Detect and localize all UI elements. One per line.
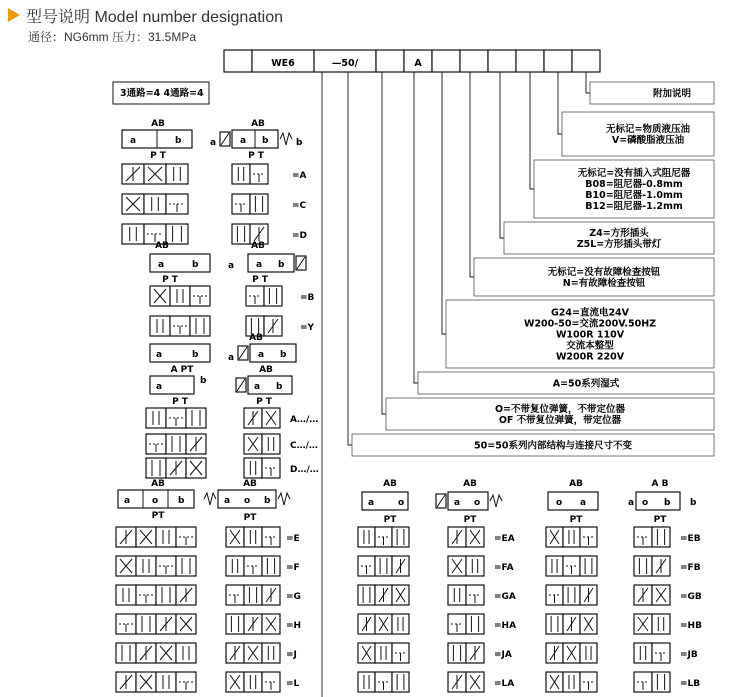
spool-cell [652, 672, 670, 692]
spool-symbol [358, 585, 409, 605]
port-label: A B [651, 479, 669, 489]
spool-code-label: =JA [494, 650, 512, 660]
spool-cell [563, 585, 580, 605]
spool-symbol [244, 434, 280, 454]
spool-symbol [146, 458, 206, 478]
spool-cell [176, 556, 196, 576]
desc-text: G24=直流电24V [550, 307, 630, 319]
port-label: AB [259, 365, 273, 375]
desc-text: Z4=方形插头 [589, 228, 649, 239]
spool-cell [166, 434, 186, 454]
spool-code-label: A…/… [290, 415, 319, 425]
port-b-label: b [200, 376, 207, 386]
code-cell [460, 50, 488, 72]
desc-text: O=不带复位弹簧，不带定位器 [494, 404, 626, 415]
spool-symbol [244, 408, 280, 428]
port-b-label: b [664, 498, 671, 508]
spool-code-label: D…/… [290, 465, 319, 475]
spool-cell [392, 527, 409, 547]
spool-symbol [634, 643, 670, 663]
spool-cell [634, 643, 652, 663]
spool-code-label: =L [286, 679, 300, 689]
spool-cell [466, 614, 484, 634]
port-b-label: b [192, 260, 199, 270]
spool-symbol [116, 614, 196, 634]
spool-symbol [634, 672, 670, 692]
port-label: P T [172, 397, 188, 407]
spool-cell [264, 286, 282, 306]
leader-line [442, 72, 446, 334]
code-cell [544, 50, 572, 72]
port-label: PT [463, 515, 477, 525]
spool-code-label: =HB [680, 621, 702, 631]
code-cell [376, 50, 404, 72]
spool-symbol [244, 458, 280, 478]
spool-cell [262, 434, 280, 454]
spool-cell [156, 672, 176, 692]
spool-cell [144, 194, 166, 214]
spool-cell [375, 643, 392, 663]
port-b-label: b [276, 382, 283, 392]
spool-code-label: =EB [680, 534, 701, 544]
ways-label: 3通路=4 4通路=4 [120, 88, 204, 99]
desc-text: 无标记=物质液压油 [606, 124, 690, 135]
leader-line [348, 72, 352, 445]
port-label: AB [383, 479, 397, 489]
port-a-label: a [210, 138, 217, 148]
desc-text: N=有故障检查按钮 [562, 278, 646, 289]
desc-text: B10=阻尼器-1.0mm [585, 190, 683, 201]
spool-symbol [146, 434, 206, 454]
spool-code-label: =A [292, 171, 307, 181]
spool-cell [392, 672, 409, 692]
port-label: P T [150, 151, 166, 161]
code-cell [516, 50, 544, 72]
port-b-label: b [264, 496, 271, 506]
code-cell [488, 50, 516, 72]
spool-symbol [634, 556, 670, 576]
spool-code-label: =EA [494, 534, 515, 544]
port-label: P T [252, 275, 268, 285]
desc-text: 附加说明 [652, 88, 692, 100]
spool-cell [244, 672, 262, 692]
spool-symbol [634, 527, 670, 547]
code-label: —50/ [331, 58, 359, 69]
spool-cell [652, 527, 670, 547]
spool-cell [546, 556, 563, 576]
spool-symbol [634, 614, 670, 634]
port-label: AB [151, 119, 165, 129]
spool-cell [244, 458, 262, 478]
spool-symbol [546, 672, 597, 692]
port-o-label: o [474, 498, 481, 508]
port-label: PT [383, 515, 397, 525]
port-b-label: b [296, 138, 303, 148]
spool-code-label: =D [292, 231, 308, 241]
spool-cell [156, 527, 176, 547]
spool-symbol [116, 527, 196, 547]
spool-code-label: =G [286, 592, 301, 602]
spool-cell [392, 614, 409, 634]
spool-cell [136, 556, 156, 576]
valve-header-box [248, 254, 294, 272]
spool-symbol [232, 164, 268, 184]
valve-header-box [250, 344, 296, 362]
spool-code-label: =Y [300, 323, 315, 333]
spool-cell [166, 224, 188, 244]
spool-symbol [226, 585, 280, 605]
right-symbol-column [358, 479, 702, 692]
port-b-label: b [278, 260, 285, 270]
spool-code-label: =HA [494, 621, 517, 631]
desc-text: 50=50系列内部结构与连接尺寸不变 [474, 440, 632, 452]
spool-cell [250, 194, 268, 214]
port-a-label: a [258, 350, 265, 360]
spool-code-label: =FA [494, 563, 514, 573]
spring-icon [204, 493, 216, 505]
desc-text: Z5L=方形插头带灯 [576, 239, 662, 250]
spool-code-label: =FB [680, 563, 701, 573]
spool-cell [358, 527, 375, 547]
spool-symbol [448, 614, 484, 634]
port-a-label: a [240, 136, 247, 146]
spool-symbol [358, 556, 409, 576]
spool-symbol [546, 556, 597, 576]
spool-cell [563, 672, 580, 692]
desc-text: B08=阻尼器-0.8mm [585, 179, 683, 190]
spool-symbol [232, 194, 268, 214]
port-label: PT [569, 515, 583, 525]
port-o-label: o [398, 498, 405, 508]
spool-symbol [122, 194, 188, 214]
port-o-label: o [152, 496, 159, 506]
desc-text: W200-50=交流200V.50HZ [523, 318, 657, 330]
spring-icon [278, 493, 290, 505]
port-a-label: a [256, 260, 263, 270]
spool-symbol [358, 527, 409, 547]
port-a-label: a [156, 350, 163, 360]
desc-text: B12=阻尼器-1.2mm [585, 201, 683, 212]
spool-symbol [150, 316, 210, 336]
spool-code-label: =GB [680, 592, 702, 602]
spool-cell [232, 164, 250, 184]
spool-cell [116, 585, 136, 605]
spool-cell [176, 643, 196, 663]
port-label: AB [243, 479, 257, 489]
spool-code-label: =GA [494, 592, 516, 602]
port-a-label: a [228, 261, 235, 271]
spool-symbol [546, 614, 597, 634]
spool-cell [358, 672, 375, 692]
spool-cell [262, 643, 280, 663]
port-b-label: b [280, 350, 287, 360]
spool-symbol [226, 556, 280, 576]
spool-code-label: =B [300, 293, 315, 303]
port-a-label: a [156, 382, 163, 392]
spool-cell [226, 614, 244, 634]
spring-icon [280, 133, 292, 145]
spool-symbol [116, 585, 196, 605]
port-label: PT [151, 511, 165, 521]
spool-cell [226, 556, 244, 576]
leader-line [530, 72, 534, 189]
spool-symbol [448, 585, 484, 605]
port-a-label: a [628, 498, 635, 508]
port-a-label: a [228, 353, 235, 363]
page-subtitle: 通径：NG6mm 压力：31.5MPa [28, 30, 197, 44]
spool-cell [448, 585, 466, 605]
spool-code-label: =JB [680, 650, 698, 660]
spool-symbol [546, 585, 597, 605]
spool-symbol [116, 556, 196, 576]
code-cell [224, 50, 252, 72]
port-a-label: a [124, 496, 131, 506]
spool-code-label: C…/… [290, 441, 318, 451]
code-label: A [414, 58, 422, 69]
spool-code-label: =LB [680, 679, 701, 689]
port-label: A PT [170, 365, 194, 375]
port-label: AB [463, 479, 477, 489]
spool-symbol [358, 614, 409, 634]
port-label: AB [251, 241, 265, 251]
spool-symbol [116, 643, 196, 663]
port-label: AB [155, 241, 169, 251]
port-a-label: a [368, 498, 375, 508]
code-cell [572, 50, 600, 72]
spool-cell [244, 527, 262, 547]
leader-line [500, 72, 504, 238]
spool-cell [634, 556, 652, 576]
desc-text: W100R 110V [555, 329, 625, 341]
spool-cell [546, 614, 563, 634]
spool-cell [122, 224, 144, 244]
spool-code-label: =F [286, 563, 300, 573]
port-a-label: a [130, 136, 137, 146]
spool-symbol [358, 643, 409, 663]
spool-symbol [116, 672, 196, 692]
spool-symbol [448, 643, 484, 663]
spool-symbol [146, 408, 206, 428]
spool-symbol [150, 286, 210, 306]
spool-cell [170, 286, 190, 306]
spool-cell [466, 556, 484, 576]
port-o-label: o [642, 498, 649, 508]
port-label: PT [243, 513, 257, 523]
desc-text: A=50系列湿式 [552, 378, 620, 390]
spool-cell [146, 408, 166, 428]
spool-symbol [122, 164, 188, 184]
spool-cell [190, 316, 210, 336]
desc-text: 交流本整型 [566, 340, 614, 352]
spool-cell [232, 224, 250, 244]
leader-line [382, 72, 386, 414]
spool-symbol [546, 643, 597, 663]
port-b-label: b [690, 498, 697, 508]
port-a-label: a [158, 260, 165, 270]
spool-cell [262, 556, 280, 576]
spool-symbol [226, 527, 280, 547]
spool-cell [156, 585, 176, 605]
port-o-label: o [244, 496, 251, 506]
spool-cell [563, 527, 580, 547]
port-label: AB [249, 333, 263, 343]
spool-symbol [546, 527, 597, 547]
spool-cell [244, 585, 262, 605]
spool-symbol [226, 643, 280, 663]
port-label: P T [256, 397, 272, 407]
spool-symbol [448, 527, 484, 547]
desc-text: V=磷酸脂液压油 [611, 135, 685, 146]
spool-symbol [448, 672, 484, 692]
spool-code-label: =E [286, 534, 300, 544]
spool-cell [186, 408, 206, 428]
port-a-label: a [224, 496, 231, 506]
leader-line [586, 72, 590, 93]
spool-cell [375, 556, 392, 576]
desc-text: W200R 220V [555, 351, 625, 363]
spool-cell [150, 316, 170, 336]
description-boxes [352, 82, 714, 456]
port-b-label: b [262, 136, 269, 146]
left-symbol-column [116, 119, 319, 692]
spring-icon [490, 495, 502, 507]
leader-line [470, 72, 474, 277]
spool-code-label: =C [292, 201, 307, 211]
spool-symbol [246, 286, 282, 306]
leader-line [558, 72, 562, 134]
spool-symbol [448, 556, 484, 576]
leader-line [414, 72, 418, 383]
port-a-label: a [580, 498, 587, 508]
spool-symbol [226, 672, 280, 692]
port-o-label: o [556, 498, 563, 508]
port-label: AB [569, 479, 583, 489]
port-b-label: b [192, 350, 199, 360]
spool-cell [652, 614, 670, 634]
spool-cell [580, 643, 597, 663]
spool-code-label: =J [286, 650, 297, 660]
port-label: P T [248, 151, 264, 161]
desc-text: 无标记=没有故障检查按钮 [547, 267, 661, 278]
spool-cell [116, 643, 136, 663]
port-a-label: a [454, 498, 461, 508]
spool-cell [146, 458, 166, 478]
port-a-label: a [254, 382, 261, 392]
spool-cell [136, 614, 156, 634]
desc-text: OF 不带复位弹簧，带定位器 [498, 415, 622, 426]
spool-cell [448, 643, 466, 663]
port-label: AB [251, 119, 265, 129]
code-cell [432, 50, 460, 72]
spool-symbol [358, 672, 409, 692]
code-label: WE6 [271, 58, 295, 69]
port-label: AB [151, 479, 165, 489]
spool-code-label: =LA [494, 679, 515, 689]
port-label: PT [653, 515, 667, 525]
spool-symbol [226, 614, 280, 634]
port-label: P T [162, 275, 178, 285]
spool-cell [580, 556, 597, 576]
port-b-label: b [175, 136, 182, 146]
spool-cell [166, 164, 188, 184]
port-b-label: b [178, 496, 185, 506]
desc-text: 无标记=没有插入式阻尼器 [577, 168, 691, 179]
spool-cell [358, 585, 375, 605]
page-title: 型号说明 Model number designation [26, 8, 284, 26]
spool-symbol [634, 585, 670, 605]
code-bar [113, 50, 600, 104]
spool-code-label: =H [286, 621, 302, 631]
